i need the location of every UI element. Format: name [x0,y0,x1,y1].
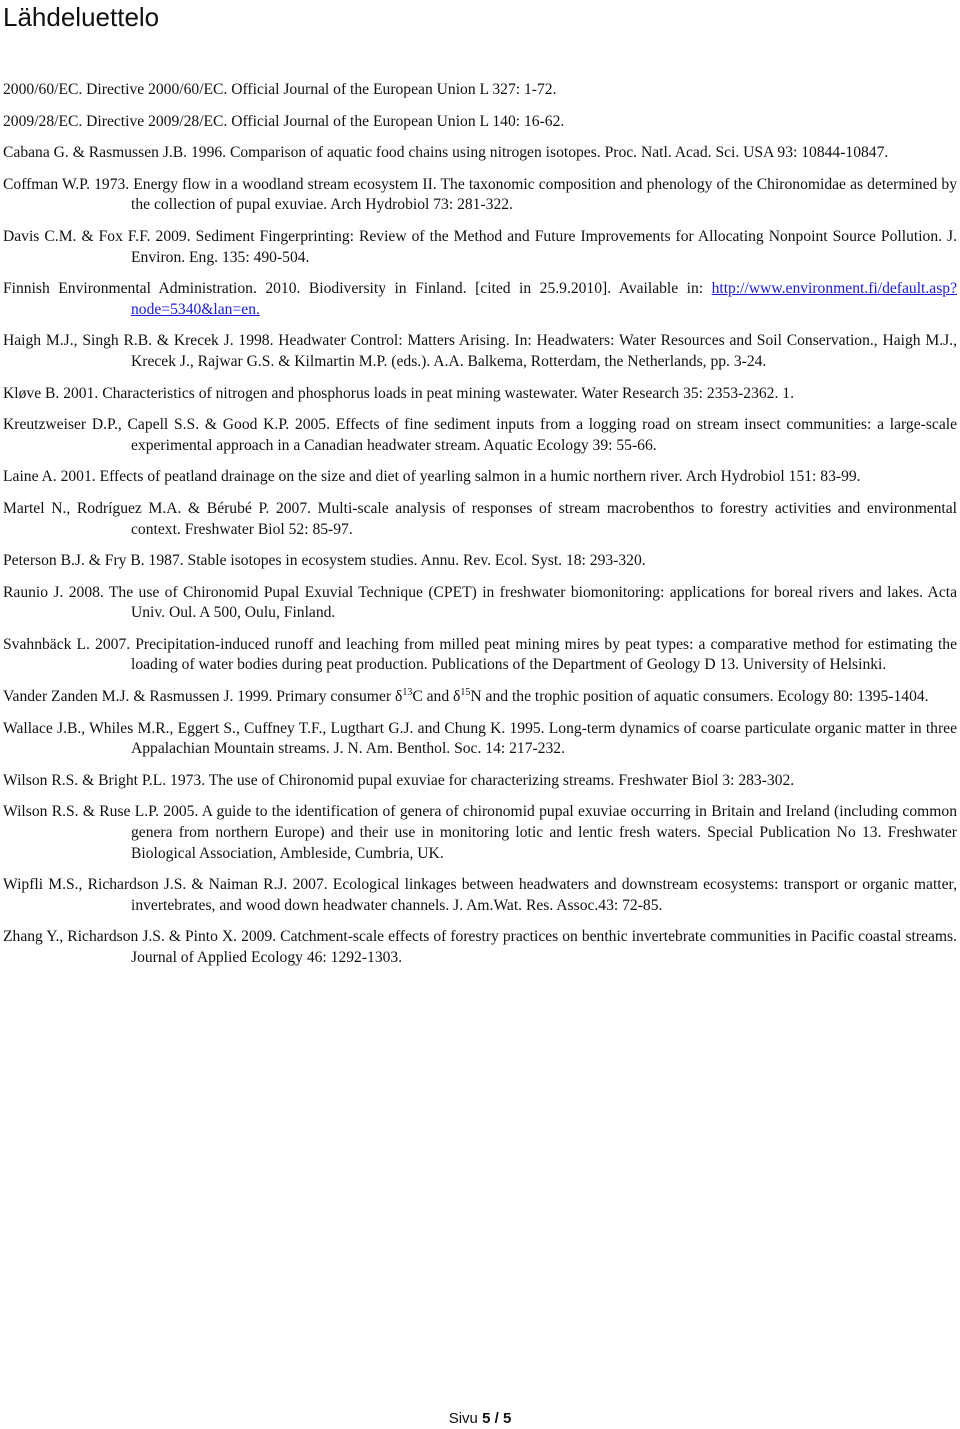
reference-item [3,875,957,916]
reference-text: Finnish Environmental Administration. 2010. Biodiversity in Finland. [cited in 25.9.2010]. Available in: [3,280,712,298]
reference-item [3,927,957,968]
reference-text: 2009/28/EC. Directive 2009/28/EC. Official Journal of the European Union L 140: 16-62. [3,112,565,130]
isotope-superscript: 15 [460,686,471,698]
reference-item [3,384,957,405]
reference-item [3,551,957,572]
reference-text: Martel N., Rodríguez M.A. & Bérubé P. 2007. Multi-scale analysis of responses of stream macrobenthos to forestry activities and environmental context. Freshwater Biol 52: 85-97. [3,499,957,538]
reference-text: Vander Zanden M.J. & Rasmussen J. 1999. Primary consumer δ [3,688,403,706]
reference-item [3,175,957,216]
reference-text: Kreutzweiser D.P., Capell S.S. & Good K.P. 2005. Effects of fine sediment inputs from a logging road on stream insect communities: a large-scale experimental approach in a Canadian headwater stream. Aquatic Ecology 39: 55-66. [3,416,957,454]
reference-text: Raunio J. 2008. The use of Chironomid Pupal Exuvial Technique (CPET) in freshwater biomonitoring: applications for boreal rivers and lakes. Acta Univ. Oul. A 500, Oulu, Finland. [3,583,957,622]
page-title: Lähdeluettelo [3,2,160,32]
reference-text: Svahnbäck L. 2007. Precipitation-induced runoff and leaching from milled peat mining mires by peat types: a comparative method for estimating the loading of water bodies during peat production. Publications of the Department of Geology D 13. University of Helsinki. [3,635,957,674]
reference-text: Laine A. 2001. Effects of peatland drainage on the size and diet of yearling salmon in a humic northern river. Arch Hydrobiol 151: 83-99. [3,468,861,486]
reference-list [3,80,957,980]
reference-text: Kløve B. 2001. Characteristics of nitrogen and phosphorus loads in peat mining wastewater. Water Research 35: 2353-2362. 1. [3,384,794,402]
reference-text: Zhang Y., Richardson J.S. & Pinto X. 2009. Catchment-scale effects of forestry practices on benthic invertebrate communities in Pacific coastal streams. Journal of Applied Ecology 46: 1292-1303. [3,928,957,966]
reference-item [3,279,957,320]
reference-item [3,143,957,164]
reference-item [3,771,957,792]
reference-item [3,467,957,488]
reference-item [3,687,957,708]
reference-item [3,719,957,760]
reference-text: Davis C.M. & Fox F.F. 2009. Sediment Fingerprinting: Review of the Method and Future Improvements for Allocating Nonpoint Source Pollution. J. Environ. Eng. 135: 490-504. [3,227,957,266]
reference-text: Haigh M.J., Singh R.B. & Krecek J. 1998. Headwater Control: Matters Arising. In: Headwaters: Water Resources and Soil Conservation., Haigh M.J., Krecek J., Rajwar G.S. & Kilmartin M.P. (eds.). A.A. Balkema, Rotterdam, the Netherlands, pp. 3-24. [3,332,957,370]
reference-item [3,112,957,133]
reference-text: N and the trophic position of aquatic consumers. Ecology 80: 1395-1404. [470,688,929,706]
reference-text: Coffman W.P. 1973. Energy flow in a woodland stream ecosystem II. The taxonomic composition and phenology of the Chironomidae as determined by the collection of pupal exuviae. Arch Hydrobiol 73: 281-322. [3,175,957,214]
page-footer [0,1409,960,1429]
reference-item [3,331,957,372]
reference-text: C and δ [412,688,461,706]
reference-text: Wilson R.S. & Ruse L.P. 2005. A guide to the identification of genera of chironomid pupal exuviae occurring in Britain and Ireland (including common genera from northern Europe) and their use in monitoring lotic and lentic fresh waters. Special Publication No 13. Freshwater Biological Association, Ambleside, Cumbria, UK. [3,803,957,862]
reference-item [3,583,957,624]
isotope-superscript: 13 [402,686,413,698]
reference-item [3,227,957,268]
reference-text: Wilson R.S. & Bright P.L. 1973. The use of Chironomid pupal exuviae for characterizing streams. Freshwater Biol 3: 283-302. [3,771,795,789]
reference-item [3,80,957,101]
reference-text: Cabana G. & Rasmussen J.B. 1996. Comparison of aquatic food chains using nitrogen isotopes. Proc. Natl. Acad. Sci. USA 93: 10844-10847. [3,144,889,162]
reference-item [3,802,957,864]
reference-item [3,415,957,456]
page-number-separator: / [490,1410,503,1427]
reference-text: Peterson B.J. & Fry B. 1987. Stable isotopes in ecosystem studies. Annu. Rev. Ecol. Syst. 18: 293-320. [3,552,646,570]
reference-link[interactable]: http://www.environment.fi/default.asp?node=5340&lan=en. [131,280,957,318]
page-label: Sivu [448,1410,483,1427]
reference-item [3,499,957,540]
reference-text: 2000/60/EC. Directive 2000/60/EC. Official Journal of the European Union L 327: 1-72. [3,81,557,98]
page-number-total: 5 [502,1410,512,1427]
reference-text: Wipfli M.S., Richardson J.S. & Naiman R.J. 2007. Ecological linkages between headwaters and downstream ecosystems: transport or organic matter, invertebrates, and wood down headwater channels. J. Am.Wat. Res. Assoc.43: 72-85. [3,876,957,914]
page-number-current: 5 [482,1410,491,1427]
reference-text: Wallace J.B., Whiles M.R., Eggert S., Cuffney T.F., Lugthart G.J. and Chung K. 1995. Long-term dynamics of coarse particulate organic matter in three Appalachian Mountain streams. J. N. Am. Benthol. Soc. 14: 217-232. [3,719,957,758]
reference-item [3,635,957,676]
